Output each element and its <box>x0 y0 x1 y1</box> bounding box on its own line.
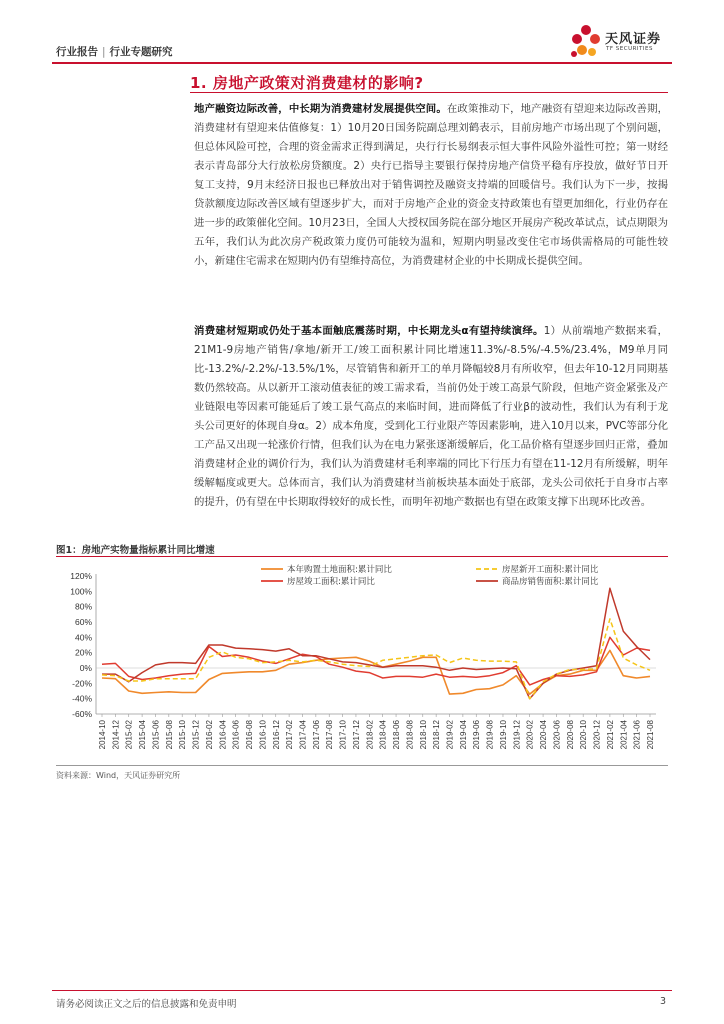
paragraph-body: 1）从前端地产数据来看，21M1-9房地产销售/拿地/新开工/竣工面积累计同比增速11.3%/-8.5%/-4.5%/23.4%，M9单月同比-13.2%/-2.2%/-13.5%/1%，尽管销售和新开工的单月降幅较8月有所收窄，但去年10-12月同期基数仍然较高。从以新开工滚动值表征的竣工需求看，当前仍处于竣工高景气阶段，但地产资金紧张及产业链限电等因素可能延后了竣工景气高点的来临时间，进而降低了行业β的波动性，我们认为有利于龙头公司更好的体现自身α。2）成本角度，受到化工行业限产等因素影响，进入10月以来，PVC等部分化工产品又出现一轮涨价行情，但我们认为在电力紧张逐渐缓解后，化工品价格有望逐步回归正常，叠加消费建材企业的调价行为，我们认为消费建材毛利率端的同比下行压力有望在11-12月有所缓解，明年缓解幅度或更大。总体而言，我们认为消费建材当前板块基本面处于底部，龙头公司依托于自身市占率的提升，仍有望在中长期取得较好的成长性，而明年初地产数据也有望在政策支撑下出现环比改善。 <box>194 325 668 508</box>
x-tick-label: 2018-04 <box>378 720 388 750</box>
series-line-3 <box>102 588 650 698</box>
x-tick-label: 2016-12 <box>271 720 281 750</box>
y-tick-label: -60% <box>72 709 92 719</box>
legend-label: 本年购置土地面积:累计同比 <box>287 565 392 575</box>
x-tick-label: 2021-08 <box>646 720 655 750</box>
footer-rule <box>52 990 672 991</box>
report-category: 行业报告 <box>56 46 98 58</box>
figure-top-rule <box>56 556 668 557</box>
legend-label: 房屋竣工面积:累计同比 <box>287 577 375 587</box>
line-chart <box>56 558 668 763</box>
x-tick-label: 2019-04 <box>458 720 468 750</box>
paragraph-lead: 地产融资边际改善，中长期为消费建材发展提供空间。 <box>194 103 447 115</box>
x-tick-label: 2016-02 <box>204 720 214 750</box>
figure-source: 资料来源：Wind，天风证券研究所 <box>56 771 181 780</box>
y-tick-label: 80% <box>74 601 92 612</box>
page-number: 3 <box>659 996 666 1007</box>
x-tick-label: 2017-02 <box>285 720 295 750</box>
x-tick-label: 2015-06 <box>151 720 161 750</box>
y-tick-label: 60% <box>74 617 92 627</box>
x-tick-label: 2021-06 <box>632 720 642 750</box>
y-tick-label: 120% <box>70 571 92 581</box>
x-tick-label: 2019-10 <box>498 720 508 750</box>
x-tick-label: 2021-02 <box>605 720 615 750</box>
legend-label: 商品房销售面积:累计同比 <box>502 577 599 587</box>
x-tick-label: 2018-08 <box>405 720 415 750</box>
series-line-0 <box>102 650 650 694</box>
report-subcategory: 行业专题研究 <box>109 46 173 58</box>
x-tick-label: 2020-02 <box>525 720 535 750</box>
section-title: 1. 房地产政策对消费建材的影响? <box>190 74 424 92</box>
x-tick-label: 2018-06 <box>392 720 402 750</box>
paragraph-fundamentals <box>194 322 668 512</box>
x-tick-label: 2020-04 <box>539 720 549 750</box>
legend-label: 房屋新开工面积:累计同比 <box>502 565 599 575</box>
x-tick-label: 2018-12 <box>432 720 442 750</box>
x-tick-label: 2020-10 <box>579 720 589 750</box>
paragraph-lead: 消费建材短期或仍处于基本面触底震荡时期，中长期龙头α有望持续演绎。 <box>194 325 544 337</box>
x-tick-label: 2015-04 <box>138 720 148 750</box>
y-tick-label: 0% <box>79 663 92 673</box>
x-tick-label: 2017-06 <box>311 720 321 750</box>
x-tick-label: 2019-02 <box>445 720 455 750</box>
brand-name: 天风证券 <box>605 32 662 47</box>
x-tick-label: 2015-10 <box>178 720 188 750</box>
y-tick-label: -20% <box>72 678 92 689</box>
x-tick-label: 2018-02 <box>365 720 375 750</box>
x-tick-label: 2016-08 <box>245 720 255 750</box>
x-tick-label: 2017-12 <box>351 720 361 750</box>
x-tick-label: 2019-12 <box>512 720 522 750</box>
x-tick-label: 2020-12 <box>592 720 602 750</box>
x-tick-label: 2015-12 <box>191 720 201 750</box>
section-title-rule <box>190 92 668 93</box>
x-tick-label: 2016-04 <box>218 720 228 750</box>
footer-disclaimer: 请务必阅读正文之后的信息披露和免责申明 <box>56 999 237 1010</box>
x-tick-label: 2015-08 <box>164 720 174 750</box>
x-tick-label: 2014-10 <box>98 720 107 750</box>
y-tick-label: 40% <box>74 632 92 643</box>
x-tick-label: 2018-10 <box>418 720 428 750</box>
x-tick-label: 2017-08 <box>325 720 335 750</box>
paragraph-body: 在政策推动下，地产融资有望迎来边际改善期，消费建材有望迎来估值修复：1）10月20日国务院副总理刘鹤表示，目前房地产市场出现了个别问题，但总体风险可控，合理的资金需求正得到满足，央行行长易纲表示恒大事件风险外溢性可控；第一财经表示青岛部分大行放松房贷额度。2）央行已指导主要银行保持房地产信贷平稳有序投放，做好节日开复工支持，9月末经济日报也已释放出对于销售调控及融资支持端的回暖信号。我们认为下一步，按揭贷款额度边际改善区域有望逐步扩大，而对于房地产企业的资金支持政策也有望更加细化，行业仍存在进一步的政策催化空间。10月23日，全国人大授权国务院在部分地区开展房产税改革试点，试点期限为五年，我们认为此次房产税政策力度仍可能较为温和，短期内明显改变住宅市场供需格局的可能性较小，新建住宅需求在短期内仍有望维持高位，为消费建材企业的中长期成长提供空间。 <box>194 103 669 267</box>
x-tick-label: 2019-06 <box>472 720 482 750</box>
header-rule <box>52 62 672 64</box>
x-tick-label: 2016-10 <box>258 720 268 750</box>
x-tick-label: 2014-12 <box>111 720 121 750</box>
y-tick-label: -40% <box>72 693 92 704</box>
x-tick-label: 2017-04 <box>298 720 308 750</box>
x-tick-label: 2020-08 <box>565 720 575 750</box>
x-tick-label: 2021-04 <box>619 720 629 750</box>
report-header <box>56 44 173 59</box>
x-tick-label: 2015-02 <box>124 720 134 750</box>
brand-subtitle: TF SECURITIES <box>606 46 653 52</box>
y-tick-label: 100% <box>70 586 92 597</box>
y-tick-label: 20% <box>74 647 92 658</box>
x-tick-label: 2019-08 <box>485 720 495 750</box>
series-line-2 <box>102 637 650 685</box>
header-separator: | <box>102 46 106 58</box>
figure-bottom-rule <box>56 765 668 766</box>
x-tick-label: 2020-06 <box>552 720 562 750</box>
x-tick-label: 2017-10 <box>338 720 348 750</box>
paragraph-financing <box>194 100 668 271</box>
x-tick-label: 2016-06 <box>231 720 241 750</box>
figure-title: 图1：房地产实物量指标累计同比增速 <box>56 545 215 556</box>
series-line-1 <box>102 619 650 699</box>
